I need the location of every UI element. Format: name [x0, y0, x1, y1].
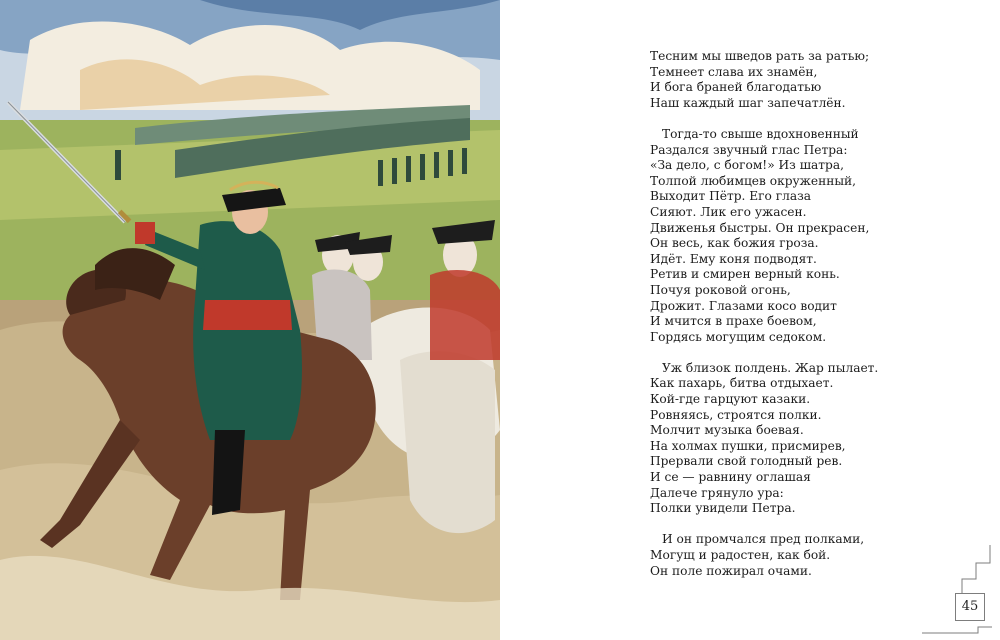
page-number: 45: [955, 593, 985, 621]
poem-line: Уж близок полдень. Жар пылает.: [662, 360, 879, 375]
stanza-3: [650, 361, 980, 517]
poem-line: Ровняясь, строятся полки.: [650, 407, 822, 422]
poem-line: Почуя роковой огонь,: [650, 282, 791, 297]
poem-line: Он поле пожирал очами.: [650, 563, 812, 578]
poem-line: И се — равнину оглашая: [650, 470, 811, 485]
poem-line: Прервали свой голодный рев.: [650, 454, 843, 469]
poem-line: Тесним мы шведов рать за ратью;: [650, 49, 870, 63]
text-page: [500, 0, 1000, 640]
poem-line: Идёт. Ему коня подводят.: [650, 251, 817, 266]
poem-line: Ретив и смирен верный конь.: [650, 267, 840, 282]
poem-line: И бога браней благодатью: [650, 80, 822, 95]
poem-line: Толпой любимцев окруженный,: [650, 173, 857, 188]
poem-line: Наш каждый шаг запечатлён.: [650, 95, 846, 110]
poem-line: Как пахарь, битва отдыхает.: [650, 376, 834, 391]
poem-line: Раздался звучный глас Петра:: [650, 142, 848, 157]
stanza-1: [650, 49, 980, 111]
poem-line: Далече грянуло ура:: [650, 485, 784, 500]
stanza-2: [650, 127, 980, 345]
poem-line: Тогда-то свыше вдохновенный: [662, 126, 859, 141]
poem: [650, 49, 980, 595]
poem-line: Он весь, как божия гроза.: [650, 236, 819, 251]
poem-line: Кой-где гарцуют казаки.: [650, 392, 811, 407]
poem-line: Темнеет слава их знамён,: [650, 64, 818, 79]
poem-line: Гордясь могущим седоком.: [650, 329, 827, 344]
poem-line: Сияют. Лик его ужасен.: [650, 204, 807, 219]
poem-line: Дрожит. Глазами косо водит: [650, 298, 837, 313]
poem-line: И он промчался пред полками,: [662, 532, 865, 547]
stanza-4: [650, 532, 980, 579]
poem-line: Полки увидели Петра.: [650, 501, 796, 516]
poem-line: Могущ и радостен, как бой.: [650, 548, 831, 562]
poem-line: Движенья быстры. Он прекрасен,: [650, 220, 870, 235]
poem-line: Выходит Пётр. Его глаза: [650, 189, 812, 204]
poem-line: «За дело, с богом!» Из шатра,: [650, 158, 844, 173]
poem-line: На холмах пушки, присмирев,: [650, 438, 846, 453]
poem-line: И мчится в прахе боевом,: [650, 314, 817, 329]
poem-line: Молчит музыка боевая.: [650, 423, 804, 438]
